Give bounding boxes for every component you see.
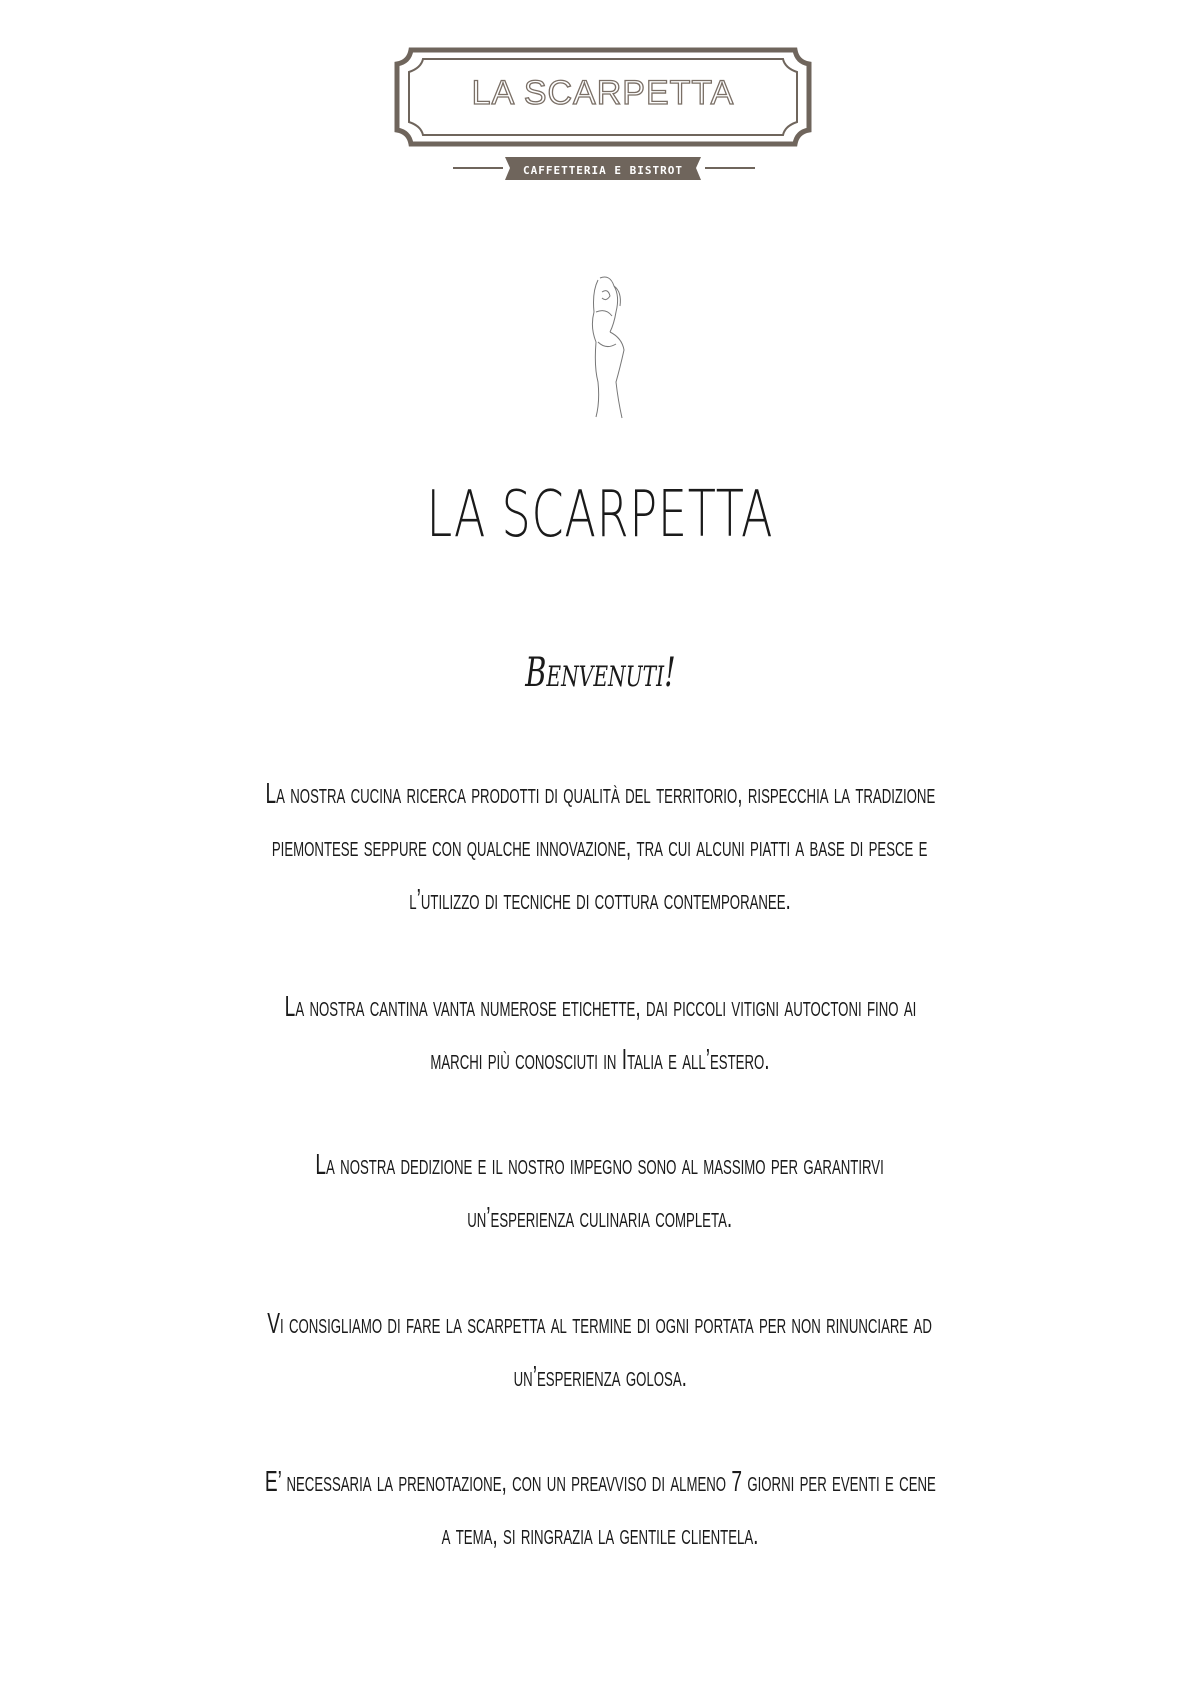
logo-name: LA SCARPETTA [471,74,735,112]
text-line: E’ necessaria la prenotazione, con un preavviso di almeno 7 giorni per eventi e cene [264,1466,936,1498]
hand-illustration-icon [570,272,640,420]
text-line: un’esperienza golosa. [513,1361,687,1393]
text-line: l’utilizzo di tecniche di cottura contemporanee. [409,884,791,916]
text-line: Vi consigliamo di fare la scarpetta al termine di ogni portata per non rinunciare ad [267,1308,933,1340]
paragraph-cucina [0,768,1200,927]
text-line: La nostra cucina ricerca prodotti di qualità del territorio, rispecchia la tradizione [265,778,935,810]
text-line: marchi più conosciuti in Italia e all’estero. [430,1044,770,1076]
logo-subtitle: CAFFETTERIA E BISTROT [522,164,684,177]
text-line: piemontese seppure con qualche innovazione, tra cui alcuni piatti a base di pesce e [272,831,928,863]
paragraph-dedizione [0,1139,1200,1245]
text-line: a tema, si ringrazia la gentile clientela. [441,1519,759,1551]
paragraph-prenotazione [0,1456,1200,1562]
welcome-heading: Benvenuti! [524,650,676,696]
restaurant-logo [393,46,813,196]
text-line: un’esperienza culinaria completa. [467,1202,733,1234]
page-title: LA SCARPETTA [426,478,774,552]
text-line: La nostra cantina vanta numerose etichette, dai piccoli vitigni autoctoni fino ai [284,991,916,1023]
text-line: La nostra dedizione e il nostro impegno sono al massimo per garantirvi [315,1149,885,1181]
paragraph-scarpetta [0,1298,1200,1404]
paragraph-cantina [0,981,1200,1087]
